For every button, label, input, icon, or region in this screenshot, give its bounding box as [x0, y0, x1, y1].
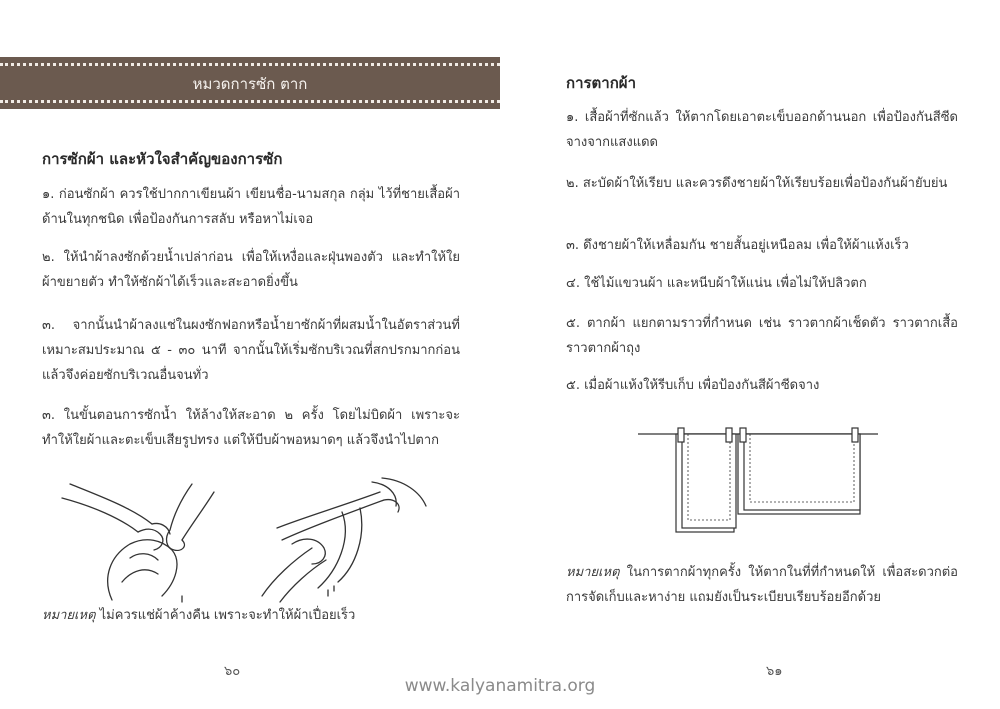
banner-dotted-border-bottom — [0, 100, 500, 103]
wash-step-1: ๑. ก่อนซักผ้า ควรใช้ปากกาเขียนผ้า เขียนชื่อ-นามสกุล กลุ่ม ไว้ที่ชายเสื้อผ้าด้านในทุกชนิด เพื่อป้องกันการสลับ หรือหาไม่เจอ — [42, 187, 460, 227]
wash-step-2: ๒. ให้นำผ้าลงซักด้วยน้ำเปล่าก่อน เพื่อให้เหงื่อและฝุ่นพองตัว และทำให้ใยผ้าขยายตัว ทำให้ซักผ้าได้เร็วและสะอาดยิ่งขึ้น — [42, 250, 460, 290]
dry-step-1: ๑. เสื้อผ้าที่ซักแล้ว ให้ตากโดยเอาตะเข็บออกด้านนอก เพื่อป้องกันสีซีดจางจากแสงแดด — [566, 110, 958, 150]
dry-step-3: ๓. ดึงชายผ้าให้เหลื่อมกัน ชายสั้นอยู่เหนือลม เพื่อให้ผ้าแห้งเร็ว — [566, 238, 909, 253]
drying-note — [566, 560, 958, 610]
dry-step-2: ๒. สะบัดผ้าให้เรียบ และควรดึงชายผ้าให้เรียบร้อยเพื่อป้องกันผ้ายับย่น — [566, 176, 948, 191]
page-number-right: ๖๑ — [766, 664, 783, 679]
drying-heading: การตากผ้า — [566, 74, 637, 92]
washing-heading: การซักผ้า และหัวใจสำคัญของการซัก — [42, 150, 283, 168]
dry-step-6: ๕. เมื่อผ้าแห้งให้รีบเก็บ เพื่อป้องกันสีผ้าซีดจาง — [566, 378, 820, 393]
banner-dotted-border-top — [0, 63, 500, 66]
wash-step-4: ๓. ในขั้นตอนการซักน้ำ ให้ล้างให้สะอาด ๒ ครั้ง โดยไม่บิดผ้า เพราะจะทำให้ใยผ้าและตะเข็บเสียรูปทรง แต่ให้บีบผ้าพอหมาดๆ แล้วจึงนำไปตาก — [42, 408, 460, 448]
right-page — [500, 0, 1000, 709]
towels-on-clothesline-illustration — [638, 426, 878, 538]
dry-step-4: ๔. ใช้ไม้แขวนผ้า และหนีบผ้าให้แน่น เพื่อไม่ให้ปลิวตก — [566, 276, 867, 291]
hands-wringing-cloth-illustration — [42, 478, 437, 604]
banner-title: หมวดการซัก ตาก — [192, 75, 308, 93]
dry-step-5: ๕. ตากผ้า แยกตามราวที่กำหนด เช่น ราวตากผ้าเช็ดตัว ราวตากเสื้อ ราวตากผ้าถุง — [566, 316, 958, 356]
note-label: หมายเหตุ — [42, 608, 96, 623]
section-banner — [0, 57, 500, 109]
washing-note — [42, 603, 460, 628]
footer-url: www.kalyanamitra.org — [404, 676, 596, 696]
wash-step-3: ๓. จากนั้นนำผ้าลงแช่ในผงซักฟอกหรือน้ำยาซักผ้าที่ผสมน้ำในอัตราส่วนที่เหมาะสมประมาณ ๕ - ๓๐ นาที จากนั้นให้เริ่มซักบริเวณที่สกปรกมากก่อน แล้วจึงค่อยซักบริเวณอื่นจนทั่ว — [42, 318, 460, 383]
page-number-left: ๖๐ — [224, 664, 241, 679]
note-text: ในการตากผ้าทุกครั้ง ให้ตากในที่ที่กำหนดให้ เพื่อสะดวกต่อการจัดเก็บและหาง่าย แถมยังเป็นระเบียบเรียบร้อยอีกด้วย — [566, 565, 958, 605]
note-text: ไม่ควรแช่ผ้าค้างคืน เพราะจะทำให้ผ้าเปื่อยเร็ว — [95, 608, 356, 623]
note-label: หมายเหตุ — [566, 565, 620, 580]
